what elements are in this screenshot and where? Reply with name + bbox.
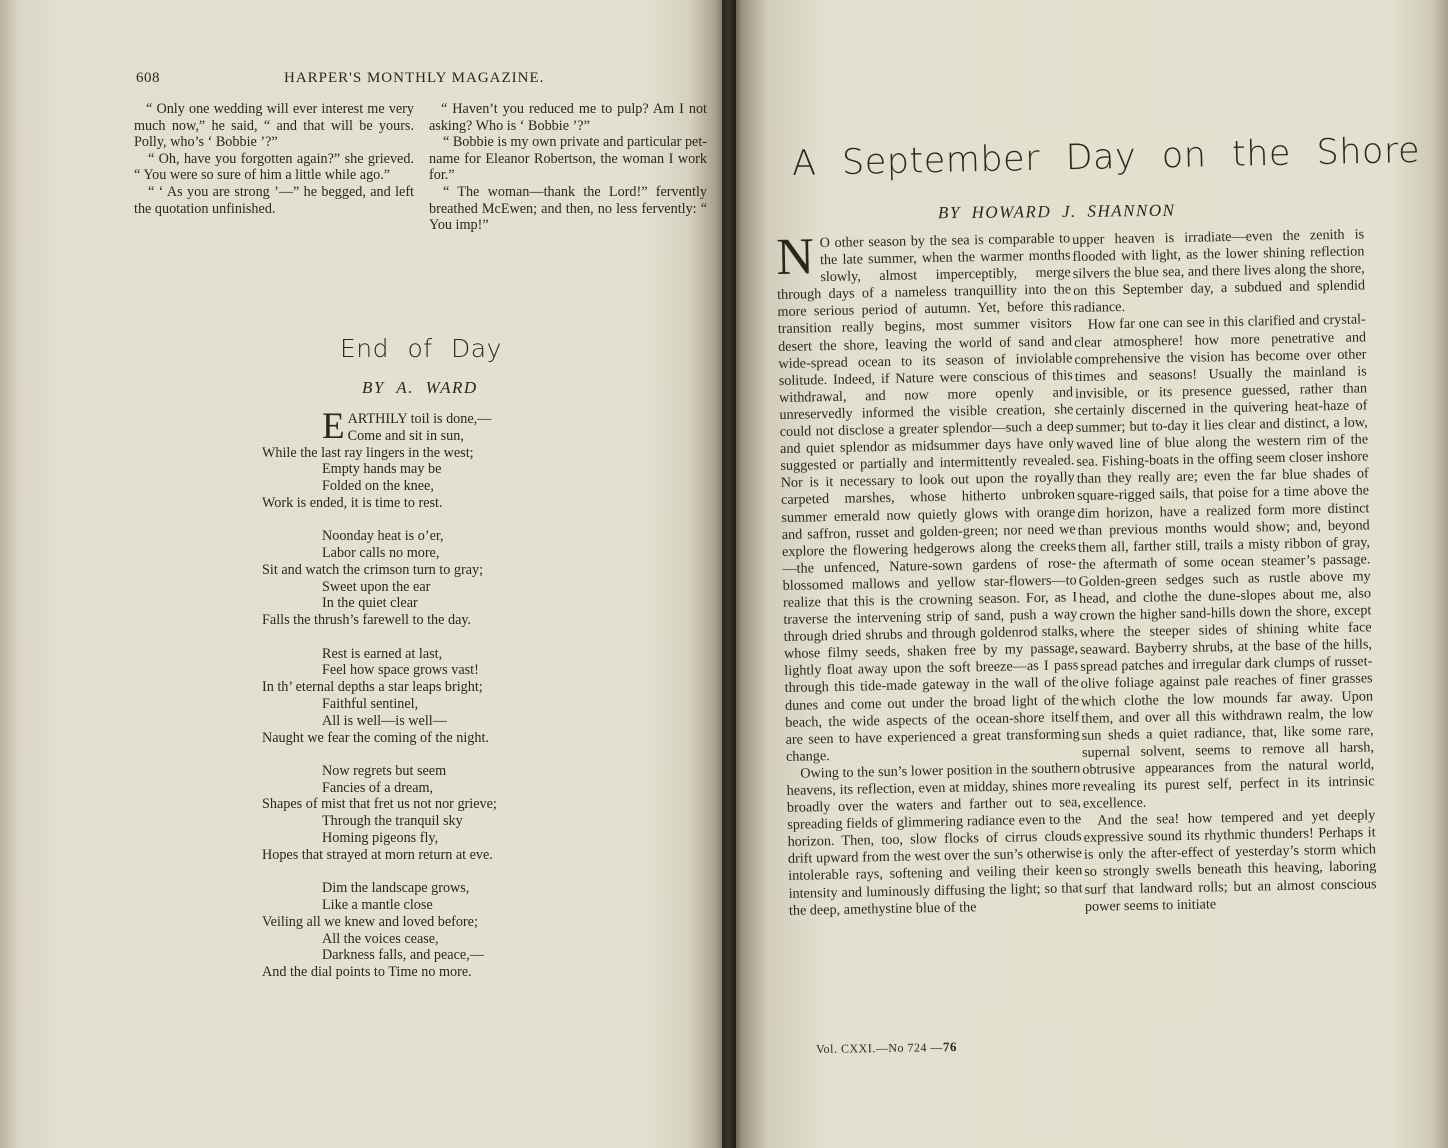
story-paragraph: “ The woman—thank the Lord!” fervently breathed McEwen; and then, no less fervently: “ You imp!” xyxy=(429,183,707,234)
poem-line: Darkness falls, and peace,— xyxy=(322,947,484,964)
story-column-right xyxy=(429,101,707,234)
article-paragraph: And the sea! how tempered and yet deeply expressive sound its rhythmic thunders! Perhaps it is only the after-effect of yesterday’s storm which so strongly swells beneath this heaving, laboring surf that landward rolls; but an almost conscious power seems to initiate xyxy=(1083,807,1377,915)
story-paragraph: “ Bobbie is my own private and particular pet-name for Eleanor Robertson, the woman I work for.” xyxy=(429,134,707,184)
poem-line: Come and sit in sun, xyxy=(347,427,464,444)
poem-line: In the quiet clear xyxy=(322,595,418,612)
poem-line: Naught we fear the coming of the night. xyxy=(262,729,489,746)
poem-line: While the last ray lingers in the west; xyxy=(262,444,474,461)
poem-body xyxy=(262,406,602,997)
poem-line: In th’ eternal depths a star leaps bright; xyxy=(262,679,483,696)
magazine-title: HARPER'S MONTHLY MAGAZINE. xyxy=(284,70,545,86)
article-paragraph-text: O other season by the sea is comparable to the late summer, when the warmer months slowly, almost imperceptibly, merge through days of a nameless tranquillity into the more serious period of autumn. Yet, before this transition really begins, most summer visitors desert the shore, leaving the world of sand and wide-spread ocean to its season of inviolable solitude. Indeed, if Nature were conscious of this withdrawal, and now more openly and unreservedly informed the visible creation, she could not disclose a greater splendor—such a deep and quiet splendor as midsummer days have only suggested or partially and intermittently revealed. Nor is it necessary to look out upon the royally carpeted marshes, whose hitherto unbroken summer emerald now quietly glows with orange and saffron, russet and golden-green; nor need we explore the flowering hedgerows along the creeks—the unfenced, Nature-sown gardens of rose-blossomed mallows and yellow star-flowers—to realize that this is the crowning season. For, as I traverse the intervening strip of sand, push a way through dried shrubs and through goldenrod stalks, whose filmy seeds, shaken free by my passage, lightly float away upon the soft breeze—as I pass through this tide-made gateway in the wall of the dunes and come out under the broad light of the beach, the wide aspects of the ocean-shore itself are seen to have experienced a great transforming change. xyxy=(776,230,1080,765)
article-paragraph: Owing to the sun’s lower position in the southern heavens, its reflection, even at midday, shines more broadly over the waters and farther out to sea, spreading fields of glimmering radiance even to the horizon. Then, too, slow flocks of cirrus clouds drift upward from the west over the sun’s otherwise intolerable rays, softening and veiling their keen intensity and luminously diffusing the light; so that the deep, amethystine blue of the xyxy=(786,760,1083,919)
article-title: A September Day on the Shore xyxy=(791,130,1421,184)
poem-line: All the voices cease, xyxy=(322,930,439,947)
story-paragraph: “ Oh, have you forgotten again?” she grieved. “ You were so sure of him a little while ago.” xyxy=(134,150,414,184)
volume-footer xyxy=(816,1039,957,1057)
poem-drop-cap: E xyxy=(322,406,345,447)
poem-line: Veiling all we knew and loved before; xyxy=(262,913,478,930)
poem-line: Noonday heat is o’er, xyxy=(322,528,444,545)
story-paragraph: “ Only one wedding will ever interest me very much now,” he said, “ and that will be yours. Polly, who’s ‘ Bobbie ’?” xyxy=(134,101,414,151)
poem-line: Homing pigeons fly, xyxy=(322,830,439,847)
story-column-left xyxy=(134,101,414,217)
poem-line: Through the tranquil sky xyxy=(322,813,463,830)
poem-author: BY A. WARD xyxy=(362,378,478,397)
story-paragraph: “ ‘ As you are strong ’—” he begged, and left the quotation unfinished. xyxy=(134,183,414,217)
article-paragraph: How far one can see in this clarified and crystal-clear atmosphere! how more penetrative and comprehensive the vision has become over other times and seasons! Usually the mainland is invisible, or its presence guessed, rather than certainly discerned in the quivering heat-haze of summer; but to-day it lies clear and distinct, a low, waved line of blue along the western rim of the sea. Fishing-boats in the offing seem closer inshore than they really are; even the far blue shades of square-rigged sails, that poise for a time above the dim horizon, have a realized form more distinct than previous months would show; and, beyond them all, farther still, trails a misty ribbon of gray, the aftermath of some ocean steamer’s passage. Golden-green sedges such as rustle above my head, and clothe the dune-slopes about me, also crown the higher sand-hills down the shore, except where the steeper sides of shining white face seaward. Bayberry shrubs, at the base of the hills, spread patches and irregular dark clumps of russet-olive foliage against pale reaches of finer grasses which clothe the low mounds far away. Upon them, and over all this withdrawn realm, the low sun sheds a quiet radiance, that, like some rare, supernal solvent, seems to remove all harsh, obtrusive appearances from the natural world, revealing its purest self, perfect in its intrinsic excellence. xyxy=(1073,311,1375,812)
poem-line: And the dial points to Time no more. xyxy=(262,964,472,981)
poem-line: Dim the landscape grows, xyxy=(322,880,470,897)
poem-line: Sit and watch the crimson turn to gray; xyxy=(262,561,484,578)
poem-line: Work is ended, it is time to rest. xyxy=(262,494,443,511)
poem-line: Labor calls no more, xyxy=(322,545,440,562)
page-number: 608 xyxy=(136,70,160,86)
volume-label: Vol. CXXI.—No 724 — xyxy=(815,1040,944,1056)
article-drop-cap: N xyxy=(775,228,815,286)
book-gutter xyxy=(722,0,736,1148)
poem-stanza xyxy=(262,646,602,747)
poem-line: Hopes that strayed at morn return at eve. xyxy=(262,846,493,863)
poem-line: Feel how space grows vast! xyxy=(322,662,479,679)
poem-line: Shapes of mist that fret us not nor grieve; xyxy=(262,796,497,813)
poem-line: Rest is earned at last, xyxy=(322,645,443,662)
poem-line: Falls the thrush’s farewell to the day. xyxy=(262,612,472,629)
poem-line: Sweet upon the ear xyxy=(322,578,431,595)
story-paragraph: “ Haven’t you reduced me to pulp? Am I not asking? Who is ‘ Bobbie ’?” xyxy=(429,101,707,134)
signature-mark: 76 xyxy=(942,1039,958,1055)
poem-line: All is well—is well— xyxy=(322,712,447,729)
article-column-right xyxy=(1072,226,1377,915)
poem-stanza xyxy=(262,528,602,629)
poem-line: Folded on the knee, xyxy=(322,478,434,495)
article-paragraph: upper heaven is irradiate—even the zenith is flooded with light, as the lower shining reflection silvers the blue sea, and there lives along the shore, on this September day, a subdued and splendid radiance. xyxy=(1072,226,1366,317)
article-column-left xyxy=(776,230,1083,919)
poem-line: Now regrets but seem xyxy=(322,762,447,779)
poem-line: Like a mantle close xyxy=(322,896,433,913)
poem-stanza xyxy=(262,406,602,512)
poem-stanza xyxy=(262,763,602,864)
poem-stanza xyxy=(262,880,602,981)
article-paragraph xyxy=(776,230,1080,765)
article-author: BY HOWARD J. SHANNON xyxy=(937,200,1176,223)
poem-line: Empty hands may be xyxy=(322,461,442,478)
poem-title: End of Day xyxy=(340,334,502,363)
poem-line: Faithful sentinel, xyxy=(322,695,419,712)
poem-line: ARTHILY toil is done,— xyxy=(347,411,492,427)
poem-line: Fancies of a dream, xyxy=(322,779,434,796)
